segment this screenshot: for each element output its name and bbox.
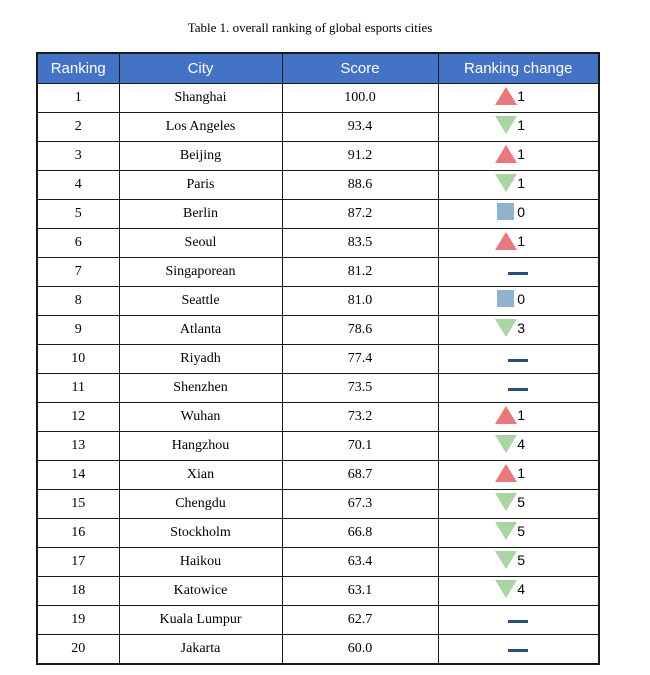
table-row	[37, 200, 599, 229]
cell-ranking-change	[438, 113, 599, 142]
table-row	[37, 635, 599, 665]
cell-score: 93.4	[282, 113, 438, 142]
cell-city: Singaporean	[119, 258, 282, 287]
cell-city: Los Angeles	[119, 113, 282, 142]
cell-ranking: 5	[37, 200, 119, 229]
header-city: City	[119, 53, 282, 84]
ranking-change-value: 5	[517, 493, 526, 510]
header-ranking: Ranking	[37, 53, 119, 84]
cell-ranking-change	[438, 258, 599, 287]
ranking-change-indicator	[495, 290, 535, 307]
table-caption: Table 1. overall ranking of global esports cities	[187, 20, 433, 35]
cell-ranking: 19	[37, 606, 119, 635]
cell-ranking: 2	[37, 113, 119, 142]
ranking-change-indicator	[495, 493, 535, 511]
ranking-change-value: 3	[517, 319, 526, 336]
ranking-change-indicator	[495, 435, 535, 453]
ranking-change-value: 1	[517, 174, 526, 191]
cell-ranking-change	[438, 316, 599, 345]
table-row	[37, 229, 599, 258]
cell-ranking-change	[438, 548, 599, 577]
ranking-change-indicator	[495, 522, 535, 540]
cell-ranking: 17	[37, 548, 119, 577]
table-row	[37, 461, 599, 490]
cell-city: Jakarta	[119, 635, 282, 665]
table-row	[37, 519, 599, 548]
triangle-up-icon	[495, 145, 517, 163]
cell-ranking-change	[438, 432, 599, 461]
cell-city: Riyadh	[119, 345, 282, 374]
table-row	[37, 287, 599, 316]
ranking-change-indicator	[495, 551, 535, 569]
table-row	[37, 316, 599, 345]
ranking-change-value: 5	[517, 522, 526, 539]
ranking-change-indicator	[508, 388, 528, 391]
dash-icon	[508, 620, 528, 623]
triangle-down-icon	[495, 174, 517, 192]
table-row	[37, 606, 599, 635]
cell-city: Haikou	[119, 548, 282, 577]
cell-score: 77.4	[282, 345, 438, 374]
cell-ranking-change	[438, 403, 599, 432]
cell-ranking-change	[438, 84, 599, 113]
cell-city: Seoul	[119, 229, 282, 258]
triangle-up-icon	[495, 232, 517, 250]
cell-score: 68.7	[282, 461, 438, 490]
cell-ranking: 16	[37, 519, 119, 548]
cell-city: Seattle	[119, 287, 282, 316]
table-row	[37, 490, 599, 519]
ranking-change-indicator	[495, 145, 535, 163]
table-row	[37, 142, 599, 171]
cell-score: 83.5	[282, 229, 438, 258]
dash-icon	[508, 272, 528, 275]
cell-city: Kuala Lumpur	[119, 606, 282, 635]
cell-score: 81.0	[282, 287, 438, 316]
cell-ranking-change	[438, 171, 599, 200]
cell-city: Stockholm	[119, 519, 282, 548]
table-row	[37, 577, 599, 606]
triangle-down-icon	[495, 522, 517, 540]
cell-score: 88.6	[282, 171, 438, 200]
cell-score: 73.2	[282, 403, 438, 432]
square-icon	[497, 203, 514, 220]
ranking-change-value: 1	[517, 145, 526, 162]
cell-city: Paris	[119, 171, 282, 200]
ranking-change-indicator	[495, 406, 535, 424]
header-ranking-change: Ranking change	[438, 53, 599, 84]
cell-ranking-change	[438, 461, 599, 490]
table-row	[37, 113, 599, 142]
ranking-change-value: 1	[517, 232, 526, 249]
cell-ranking: 13	[37, 432, 119, 461]
cell-ranking-change	[438, 577, 599, 606]
cell-ranking-change	[438, 229, 599, 258]
ranking-change-indicator	[508, 620, 528, 623]
ranking-change-indicator	[508, 272, 528, 275]
ranking-change-value: 5	[517, 551, 526, 568]
cell-score: 67.3	[282, 490, 438, 519]
triangle-up-icon	[495, 406, 517, 424]
cell-score: 70.1	[282, 432, 438, 461]
triangle-down-icon	[495, 319, 517, 337]
triangle-up-icon	[495, 87, 517, 105]
square-icon	[497, 290, 514, 307]
table-row	[37, 432, 599, 461]
table-row	[37, 84, 599, 113]
cell-score: 63.4	[282, 548, 438, 577]
triangle-up-icon	[495, 464, 517, 482]
cell-city: Xian	[119, 461, 282, 490]
triangle-down-icon	[495, 580, 517, 598]
cell-ranking-change	[438, 490, 599, 519]
cell-city: Katowice	[119, 577, 282, 606]
dash-icon	[508, 359, 528, 362]
cell-ranking-change	[438, 345, 599, 374]
ranking-change-value: 1	[517, 464, 526, 481]
ranking-change-value: 1	[517, 116, 526, 133]
ranking-change-indicator	[495, 464, 535, 482]
table-row	[37, 171, 599, 200]
cell-score: 87.2	[282, 200, 438, 229]
cell-score: 100.0	[282, 84, 438, 113]
table-row	[37, 548, 599, 577]
ranking-change-value: 4	[517, 580, 526, 597]
triangle-down-icon	[495, 493, 517, 511]
cell-score: 66.8	[282, 519, 438, 548]
triangle-down-icon	[495, 435, 517, 453]
cell-city: Wuhan	[119, 403, 282, 432]
cell-city: Shanghai	[119, 84, 282, 113]
table-row	[37, 345, 599, 374]
ranking-change-indicator	[508, 649, 528, 652]
dash-icon	[508, 649, 528, 652]
cell-score: 91.2	[282, 142, 438, 171]
cell-city: Beijing	[119, 142, 282, 171]
cell-ranking: 20	[37, 635, 119, 665]
cell-ranking: 18	[37, 577, 119, 606]
cell-ranking: 4	[37, 171, 119, 200]
cell-ranking: 9	[37, 316, 119, 345]
cell-ranking-change	[438, 374, 599, 403]
header-row	[37, 53, 599, 84]
cell-ranking: 3	[37, 142, 119, 171]
table-row	[37, 258, 599, 287]
triangle-down-icon	[495, 551, 517, 569]
ranking-change-indicator	[495, 116, 535, 134]
ranking-change-value: 1	[517, 87, 526, 104]
dash-icon	[508, 388, 528, 391]
ranking-change-value: 1	[517, 406, 526, 423]
cell-ranking-change	[438, 287, 599, 316]
ranking-change-indicator	[495, 174, 535, 192]
cell-score: 62.7	[282, 606, 438, 635]
cell-city: Berlin	[119, 200, 282, 229]
table-row	[37, 374, 599, 403]
cell-ranking: 11	[37, 374, 119, 403]
cell-ranking-change	[438, 200, 599, 229]
ranking-change-indicator	[495, 87, 535, 105]
ranking-change-value: 0	[517, 290, 526, 307]
header-score: Score	[282, 53, 438, 84]
ranking-change-indicator	[495, 319, 535, 337]
cell-ranking: 7	[37, 258, 119, 287]
cell-score: 73.5	[282, 374, 438, 403]
triangle-down-icon	[495, 116, 517, 134]
cell-ranking: 8	[37, 287, 119, 316]
cell-score: 81.2	[282, 258, 438, 287]
cell-score: 78.6	[282, 316, 438, 345]
cell-ranking-change	[438, 606, 599, 635]
cell-ranking-change	[438, 635, 599, 665]
ranking-change-value: 4	[517, 435, 526, 452]
ranking-change-indicator	[495, 580, 535, 598]
ranking-change-indicator	[495, 232, 535, 250]
ranking-change-indicator	[495, 203, 535, 220]
cell-ranking: 15	[37, 490, 119, 519]
cell-ranking: 1	[37, 84, 119, 113]
cell-ranking: 6	[37, 229, 119, 258]
cell-ranking-change	[438, 142, 599, 171]
cell-score: 60.0	[282, 635, 438, 665]
cell-ranking: 14	[37, 461, 119, 490]
cell-score: 63.1	[282, 577, 438, 606]
ranking-change-value: 0	[517, 203, 526, 220]
cell-ranking-change	[438, 519, 599, 548]
table-body	[37, 84, 599, 665]
cell-city: Shenzhen	[119, 374, 282, 403]
cell-city: Hangzhou	[119, 432, 282, 461]
cell-city: Chengdu	[119, 490, 282, 519]
ranking-table	[36, 52, 600, 665]
cell-ranking: 10	[37, 345, 119, 374]
table-row	[37, 403, 599, 432]
cell-city: Atlanta	[119, 316, 282, 345]
ranking-change-indicator	[508, 359, 528, 362]
cell-ranking: 12	[37, 403, 119, 432]
